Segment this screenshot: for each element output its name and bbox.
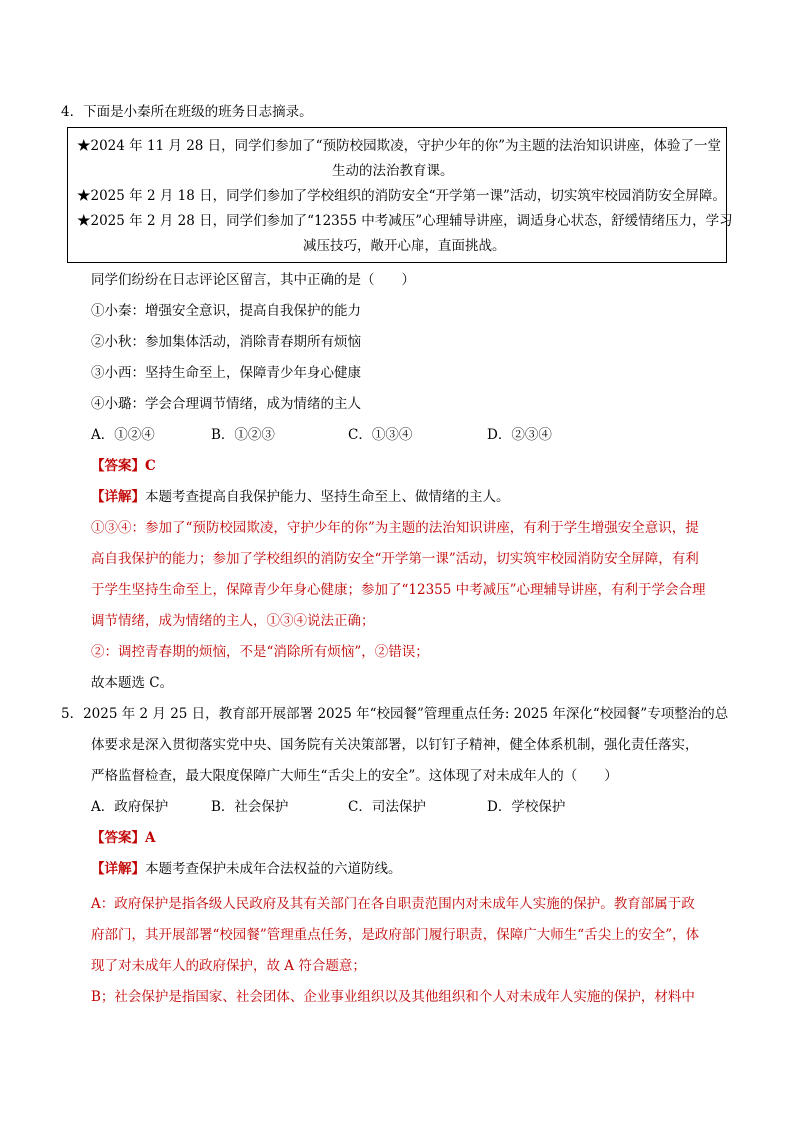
- log-line: ★2025 年 2 月 28 日，同学们参加了“12355 中考减压”心理辅导讲座，调适身心状态，舒缓情绪压力，学习: [77, 213, 733, 229]
- answer-label: 【答案】: [91, 458, 145, 474]
- answer-value: A: [145, 830, 156, 846]
- detail-intro: 本题考查保护未成年合法权益的六道防线。: [145, 861, 402, 877]
- detail-label: 【详解】: [91, 489, 145, 505]
- question-4-stem: 4．下面是小秦所在班级的班务日志摘录。: [61, 104, 313, 120]
- option-d: D．②③④: [487, 427, 552, 443]
- log-line: 生动的法治教育课。: [332, 163, 454, 179]
- explanation-line: 高自我保护的能力；参加了学校组织的消防安全“开学第一课”活动，切实筑牢校园消防安全屏障，有利: [91, 551, 699, 567]
- explanation-line: ①③④：参加了“预防校园欺凌，守护少年的你”为主题的法治知识讲座，有利于学生增强安全意识，提: [91, 520, 699, 536]
- statement-item: ①小秦：增强安全意识，提高自我保护的能力: [91, 303, 361, 319]
- option-a: A．政府保护: [91, 799, 169, 815]
- log-line: 减压技巧，敞开心扉，直面挑战。: [303, 238, 506, 254]
- log-line: ★2024 年 11 月 28 日，同学们参加了“预防校园欺凌，守护少年的你”为主题的法治知识讲座，体验了一堂: [77, 138, 721, 154]
- answer-value: C: [145, 458, 156, 474]
- option-c: C．①③④: [348, 427, 413, 443]
- explanation-line: B；社会保护是指国家、社会团体、企业事业组织以及其他组织和个人对未成年人实施的保护，材料中: [91, 989, 695, 1005]
- explanation-line: 府部门，其开展部署“校园餐”管理重点任务，是政府部门履行职责，保障广大师生“舌尖上的安全”，体: [91, 927, 700, 943]
- log-line: ★2025 年 2 月 18 日，同学们参加了学校组织的消防安全“开学第一课”活动，切实筑牢校园消防安全屏障。: [77, 188, 726, 204]
- option-d: D．学校保护: [487, 799, 566, 815]
- log-excerpt-box: [67, 127, 733, 263]
- answer-line: [91, 828, 155, 848]
- detail-label: 【详解】: [91, 861, 145, 877]
- explanation-line: 于学生坚持生命至上，保障青少年身心健康；参加了“12355 中考减压”心理辅导讲座，有利于学会合理: [91, 582, 706, 598]
- explanation-line: 现了对未成年人的政府保护，故 A 符合题意；: [91, 958, 366, 974]
- option-b: B．①②③: [211, 427, 275, 443]
- option-b: B．社会保护: [211, 799, 289, 815]
- answer-label: 【答案】: [91, 830, 145, 846]
- detail-intro: 本题考查提高自我保护能力、坚持生命至上、做情绪的主人。: [145, 489, 510, 505]
- explanation-line: ②：调控青春期的烦恼，不是“消除所有烦恼”，②错误；: [91, 644, 429, 660]
- statement-item: ④小璐：学会合理调节情绪，成为情绪的主人: [91, 396, 361, 412]
- conclusion-line: 故本题选 C。: [91, 675, 174, 691]
- explanation-line: A：政府保护是指各级人民政府及其有关部门在各自职责范围内对未成年人实施的保护。教育部属于政: [91, 896, 695, 912]
- answer-line: [91, 456, 156, 476]
- explanation-line: 调节情绪，成为情绪的主人，①③④说法正确；: [91, 613, 375, 629]
- option-c: C．司法保护: [348, 799, 426, 815]
- question-5-stem: 5．2025 年 2 月 25 日，教育部开展部署 2025 年“校园餐”管理重点任务: 2025 年深化“校园餐”专项整治的总: [61, 706, 729, 722]
- detail-line: [91, 859, 402, 879]
- statement-item: ③小西：坚持生命至上，保障青少年身心健康: [91, 365, 361, 381]
- statement-item: ②小秋：参加集体活动，消除青春期所有烦恼: [91, 334, 361, 350]
- question-5-stem-cont: 严格监督检查，最大限度保障广大师生“舌尖上的安全”。这体现了对未成年人的（ ）: [91, 768, 618, 784]
- question-4-prompt: 同学们纷纷在日志评论区留言，其中正确的是（ ）: [91, 272, 415, 288]
- option-a: A．①②④: [91, 427, 155, 443]
- detail-line: [91, 487, 510, 507]
- question-5-stem-cont: 体要求是深入贯彻落实党中央、国务院有关决策部署，以钉钉子精神，健全体系机制，强化责任落实，: [91, 737, 699, 753]
